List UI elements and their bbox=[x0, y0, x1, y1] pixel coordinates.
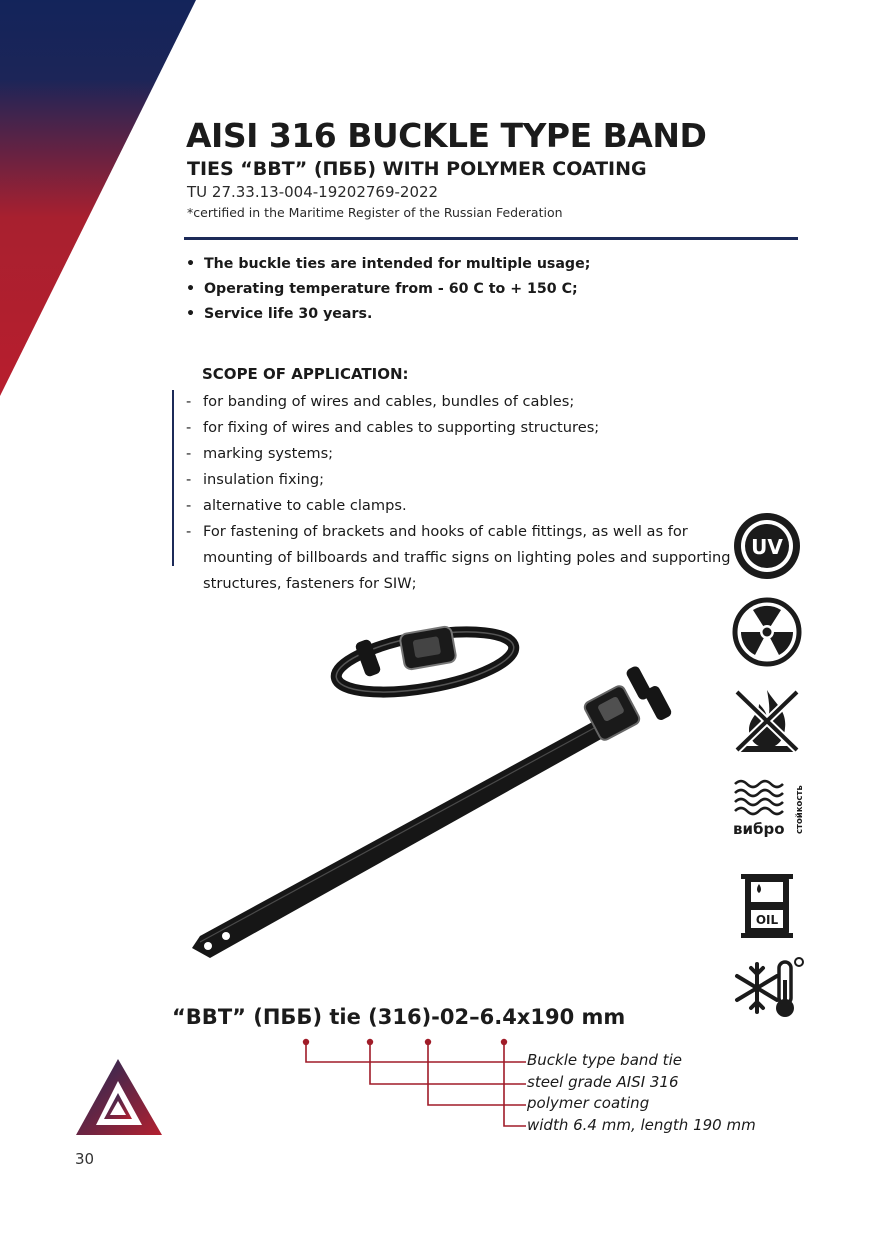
scope-item: - For fastening of brackets and hooks of cable fittings, as well as for mounting of billboards and traffic signs on lighting poles and supporting structures, fasteners for SIW; bbox=[186, 523, 731, 592]
product-image bbox=[180, 600, 680, 970]
scope-list bbox=[186, 389, 746, 597]
code-legend-lines bbox=[290, 1036, 530, 1136]
scope-item: - for fixing of wires and cables to supporting structures; bbox=[186, 419, 600, 436]
page-title: AISI 316 BUCKLE TYPE BAND bbox=[186, 116, 707, 155]
company-logo bbox=[74, 1055, 164, 1139]
scope-item: - for banding of wires and cables, bundles of cables; bbox=[186, 393, 575, 410]
page-subtitle: TIES “BBT” (ПББ) WITH POLYMER COATING bbox=[187, 158, 647, 180]
svg-text:UV: UV bbox=[751, 535, 783, 559]
straight-tie bbox=[192, 665, 673, 958]
fire-resistant-icon bbox=[729, 684, 805, 756]
corner-decoration bbox=[0, 0, 200, 400]
scope-item: - alternative to cable clamps. bbox=[186, 497, 407, 514]
looped-tie bbox=[332, 621, 518, 703]
legend-item-size: width 6.4 mm, length 190 mm bbox=[527, 1116, 756, 1134]
radiation-resistant-icon bbox=[729, 596, 805, 668]
vibration-resistant-icon bbox=[729, 772, 805, 844]
oil-resistant-icon bbox=[729, 870, 805, 942]
uv-resistant-icon bbox=[729, 510, 805, 582]
feature-item: • The buckle ties are intended for multiple usage; bbox=[186, 256, 591, 272]
scope-item: - insulation fixing; bbox=[186, 471, 325, 488]
legend-item-type: Buckle type band tie bbox=[527, 1051, 682, 1069]
feature-item: • Operating temperature from - 60 C to + 150 C; bbox=[186, 281, 578, 297]
scope-item: - marking systems; bbox=[186, 445, 334, 462]
svg-text:стойкость: стойкость bbox=[795, 785, 805, 834]
header-divider bbox=[184, 237, 798, 240]
legend-item-steel: steel grade AISI 316 bbox=[527, 1073, 679, 1091]
page-number: 30 bbox=[75, 1150, 95, 1168]
certification-note: *certified in the Maritime Register of the Russian Federation bbox=[187, 205, 563, 220]
features-list bbox=[186, 254, 590, 329]
spec-number: TU 27.33.13-004-19202769-2022 bbox=[187, 183, 439, 201]
product-code: “BBT” (ПББ) tie (316)-02–6.4x190 mm bbox=[172, 1005, 626, 1029]
svg-text:вибро: вибро bbox=[733, 820, 785, 838]
scope-title: SCOPE OF APPLICATION: bbox=[202, 365, 409, 383]
frost-resistant-icon bbox=[729, 950, 805, 1022]
feature-item: • Service life 30 years. bbox=[186, 306, 373, 322]
scope-sidebar-line bbox=[172, 390, 174, 566]
svg-text:OIL: OIL bbox=[755, 913, 779, 927]
legend-item-coating: polymer coating bbox=[527, 1094, 650, 1112]
